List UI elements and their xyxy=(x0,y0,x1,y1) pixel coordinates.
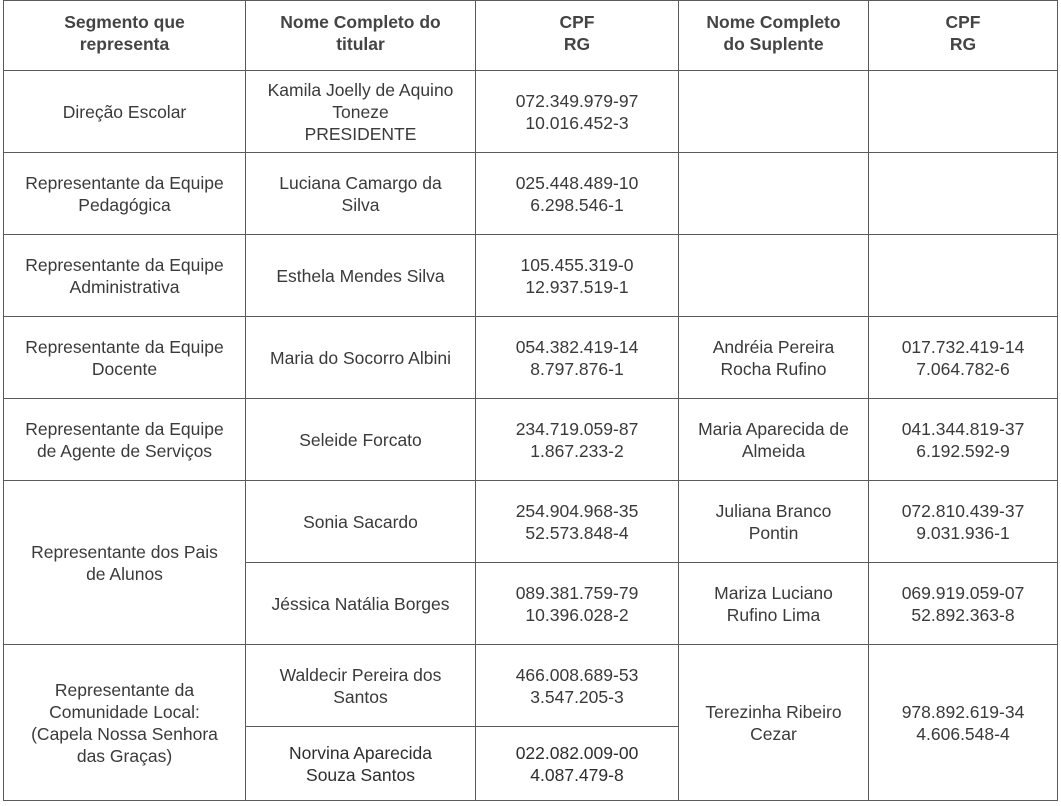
holder-docs-cell: 105.455.319-0 12.937.519-1 xyxy=(476,235,679,317)
holder-docs-cell: 054.382.419-14 8.797.876-1 xyxy=(476,317,679,399)
substitute-docs-cell: 978.892.619-34 4.606.548-4 xyxy=(869,645,1058,801)
header-substitute-name: Nome Completo do Suplente xyxy=(679,1,869,71)
holder-docs-cell: 466.008.689-53 3.547.205-3 xyxy=(476,645,679,727)
table-row xyxy=(4,645,1058,727)
header-row xyxy=(4,1,1058,71)
header-holder-name: Nome Completo do titular xyxy=(246,1,476,71)
table-row xyxy=(4,153,1058,235)
substitute-name-cell xyxy=(679,235,869,317)
holder-docs-cell: 089.381.759-79 10.396.028-2 xyxy=(476,563,679,645)
table-row xyxy=(4,481,1058,563)
substitute-docs-cell xyxy=(869,71,1058,153)
holder-docs-cell: 234.719.059-87 1.867.233-2 xyxy=(476,399,679,481)
substitute-name-cell: Mariza Luciano Rufino Lima xyxy=(679,563,869,645)
holder-name-cell: Luciana Camargo da Silva xyxy=(246,153,476,235)
substitute-docs-cell: 017.732.419-14 7.064.782-6 xyxy=(869,317,1058,399)
table-row xyxy=(4,71,1058,153)
holder-docs-cell: 022.082.009-00 4.087.479-8 xyxy=(476,727,679,801)
header-holder-docs: CPF RG xyxy=(476,1,679,71)
substitute-name-cell xyxy=(679,153,869,235)
header-segment: Segmento que representa xyxy=(4,1,246,71)
table-row xyxy=(4,399,1058,481)
segment-cell: Representante dos Pais de Alunos xyxy=(4,481,246,645)
segment-cell: Representante da Equipe de Agente de Serviços xyxy=(4,399,246,481)
holder-docs-cell: 072.349.979-97 10.016.452-3 xyxy=(476,71,679,153)
holder-name-cell: Kamila Joelly de Aquino Toneze PRESIDENTE xyxy=(246,71,476,153)
substitute-name-cell: Juliana Branco Pontin xyxy=(679,481,869,563)
holder-name-cell: Esthela Mendes Silva xyxy=(246,235,476,317)
substitute-docs-cell: 041.344.819-37 6.192.592-9 xyxy=(869,399,1058,481)
table-row xyxy=(4,235,1058,317)
segment-cell: Representante da Equipe Administrativa xyxy=(4,235,246,317)
holder-name-cell: Seleide Forcato xyxy=(246,399,476,481)
substitute-docs-cell: 072.810.439-37 9.031.936-1 xyxy=(869,481,1058,563)
holder-name-cell: Norvina Aparecida Souza Santos xyxy=(246,727,476,801)
substitute-name-cell: Andréia Pereira Rocha Rufino xyxy=(679,317,869,399)
substitute-name-cell: Terezinha Ribeiro Cezar xyxy=(679,645,869,801)
holder-name-cell: Sonia Sacardo xyxy=(246,481,476,563)
substitute-name-cell xyxy=(679,71,869,153)
substitute-name-cell: Maria Aparecida de Almeida xyxy=(679,399,869,481)
table-row xyxy=(4,317,1058,399)
segment-cell: Representante da Comunidade Local: (Capela Nossa Senhora das Graças) xyxy=(4,645,246,801)
holder-docs-cell: 025.448.489-10 6.298.546-1 xyxy=(476,153,679,235)
substitute-docs-cell xyxy=(869,153,1058,235)
holder-name-cell: Maria do Socorro Albini xyxy=(246,317,476,399)
segment-cell: Direção Escolar xyxy=(4,71,246,153)
holder-name-cell: Waldecir Pereira dos Santos xyxy=(246,645,476,727)
holder-name-cell: Jéssica Natália Borges xyxy=(246,563,476,645)
header-substitute-docs: CPF RG xyxy=(869,1,1058,71)
holder-docs-cell: 254.904.968-35 52.573.848-4 xyxy=(476,481,679,563)
substitute-docs-cell xyxy=(869,235,1058,317)
substitute-docs-cell: 069.919.059-07 52.892.363-8 xyxy=(869,563,1058,645)
segment-cell: Representante da Equipe Docente xyxy=(4,317,246,399)
segment-cell: Representante da Equipe Pedagógica xyxy=(4,153,246,235)
council-members-table xyxy=(3,0,1058,801)
